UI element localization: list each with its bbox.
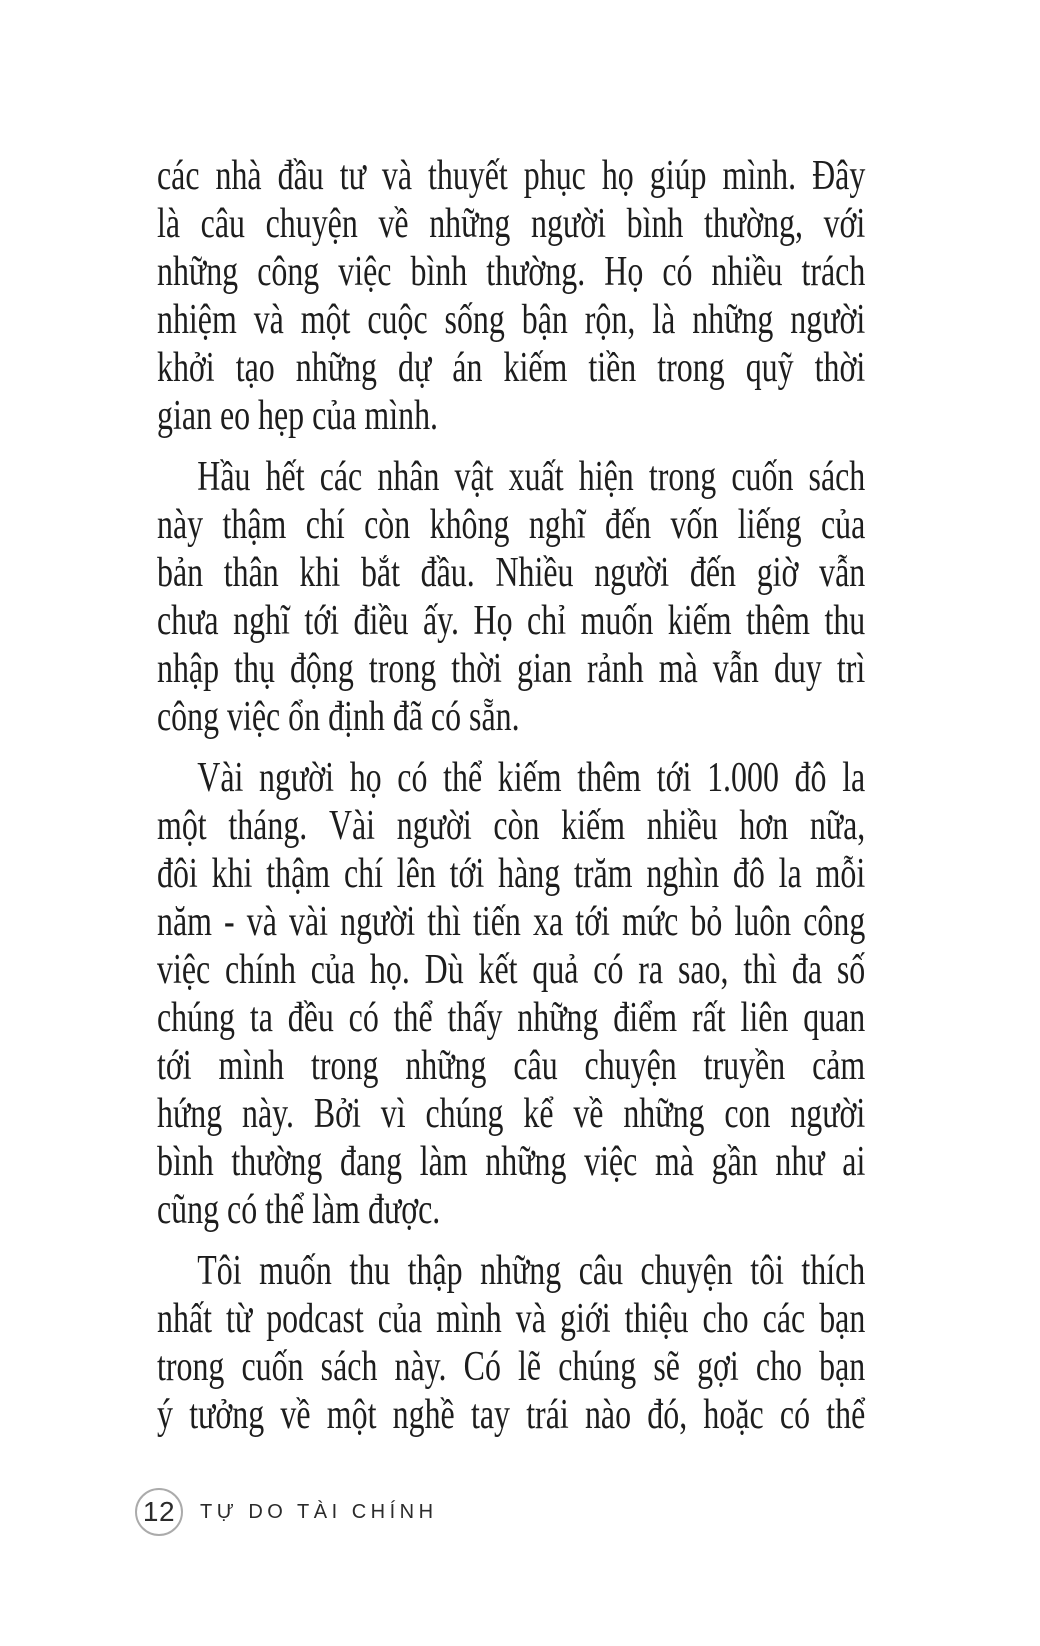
- paragraph: [157, 152, 865, 440]
- text-line: đôi khi thậm chí lên tới hàng trăm nghìn đô la mỗi: [157, 851, 866, 897]
- text-line: gian eo hẹp của mình.: [157, 393, 439, 439]
- text-line: bình thường đang làm những việc mà gần như ai: [157, 1139, 866, 1185]
- text-line: tới mình trong những câu chuyện truyền cảm: [157, 1043, 866, 1089]
- text-line: Hầu hết các nhân vật xuất hiện trong cuốn sách: [197, 454, 866, 500]
- paragraph: [157, 754, 865, 1234]
- text-line: khởi tạo những dự án kiếm tiền trong quỹ thời: [157, 345, 866, 391]
- text-line: ý tưởng về một nghề tay trái nào đó, hoặc có thể: [157, 1392, 866, 1438]
- text-line: nhập thụ động trong thời gian rảnh mà vẫn duy trì: [157, 646, 866, 692]
- text-line: trong cuốn sách này. Có lẽ chúng sẽ gợi cho bạn: [157, 1344, 866, 1390]
- page-number-circle: [135, 1488, 183, 1536]
- text-line: năm - và vài người thì tiến xa tới mức bỏ luôn công: [157, 899, 866, 945]
- paragraph: [157, 453, 865, 741]
- text-line: chúng ta đều có thể thấy những điểm rất liên quan: [157, 995, 866, 1041]
- text-line: là câu chuyện về những người bình thường, với: [157, 201, 866, 247]
- text-line: công việc ổn định đã có sẵn.: [157, 694, 520, 740]
- paragraph: [157, 1247, 865, 1439]
- text-line: một tháng. Vài người còn kiếm nhiều hơn nữa,: [157, 803, 866, 849]
- text-line: này thậm chí còn không nghĩ đến vốn liếng của: [157, 502, 866, 548]
- text-line: cũng có thể làm được.: [157, 1187, 441, 1233]
- page-number: 12: [142, 1496, 176, 1527]
- text-line: hứng này. Bởi vì chúng kể về những con người: [157, 1091, 866, 1137]
- text-line: bản thân khi bắt đầu. Nhiều người đến giờ vẫn: [157, 550, 866, 596]
- text-line: Vài người họ có thể kiếm thêm tới 1.000 đô la: [197, 755, 866, 801]
- text-line: việc chính của họ. Dù kết quả có ra sao, thì đa số: [157, 947, 866, 993]
- text-line: nhiệm và một cuộc sống bận rộn, là những người: [157, 297, 866, 343]
- text-line: những công việc bình thường. Họ có nhiều trách: [157, 249, 866, 295]
- body-text-block: [157, 152, 865, 1439]
- text-line: chưa nghĩ tới điều ấy. Họ chỉ muốn kiếm thêm thu: [157, 598, 866, 644]
- page-footer: [135, 1488, 438, 1536]
- text-line: Tôi muốn thu thập những câu chuyện tôi thích: [197, 1248, 866, 1294]
- text-line: nhất từ podcast của mình và giới thiệu cho các bạn: [157, 1296, 866, 1342]
- text-line: các nhà đầu tư và thuyết phục họ giúp mình. Đây: [157, 153, 866, 199]
- book-title: TỰ DO TÀI CHÍNH: [200, 1500, 438, 1523]
